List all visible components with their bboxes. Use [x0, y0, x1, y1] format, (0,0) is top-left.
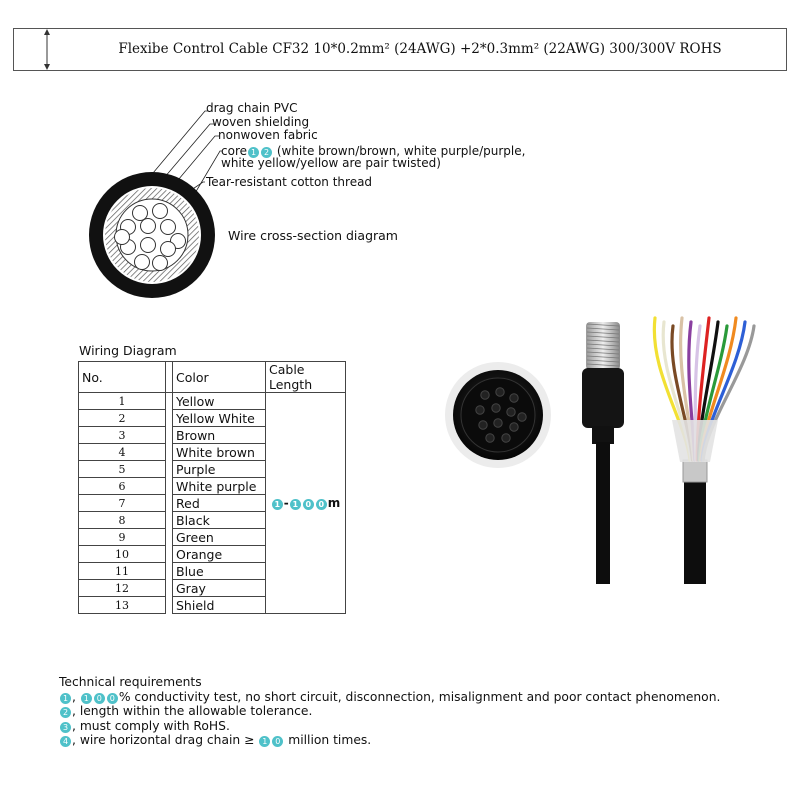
diagram-caption: Wire cross-section diagram	[228, 228, 398, 243]
cable-cross-section	[89, 172, 215, 298]
tech-title: Technical requirements	[59, 675, 202, 689]
cable-length-cell	[266, 393, 346, 614]
header-length: Cable Length	[266, 362, 346, 393]
tech-item	[59, 733, 779, 748]
callout-fabric: nonwoven fabric	[218, 128, 318, 142]
item-number-ball: 2	[60, 707, 71, 718]
connector-pin	[502, 434, 510, 442]
page-title: Flexibe Control Cable CF32 10*0.2mm² (24AWG) +2*0.3mm² (22AWG) 300/300V ROHS	[118, 41, 722, 57]
connector-pin	[476, 406, 484, 414]
connector-body	[582, 322, 624, 584]
tech-item	[59, 704, 779, 719]
connector-pin	[481, 391, 489, 399]
wire-core	[161, 220, 176, 235]
item-number-ball: 3	[60, 722, 71, 733]
header-gap	[166, 362, 173, 393]
row-gap	[166, 580, 173, 597]
wire-core	[135, 255, 150, 270]
row-color: Yellow	[173, 393, 266, 410]
row-number: 13	[79, 597, 166, 614]
row-gap	[166, 461, 173, 478]
table-row	[79, 393, 346, 410]
ball-2: 2	[261, 147, 272, 158]
length-ball: 0	[316, 499, 327, 510]
item-text: , wire horizontal drag chain ≥	[72, 733, 259, 747]
item-number-ball: 4	[60, 736, 71, 747]
callout-pvc: drag chain PVC	[206, 101, 298, 115]
value-ball: 0	[272, 736, 283, 747]
item-number-ball: 1	[60, 693, 71, 704]
row-color: Yellow White	[173, 410, 266, 427]
callout-shielding: woven shielding	[212, 115, 310, 129]
connector-pin	[507, 408, 515, 416]
wiring-title: Wiring Diagram	[79, 343, 177, 358]
length-ball: 1	[290, 499, 301, 510]
row-number: 6	[79, 478, 166, 495]
row-gap	[166, 478, 173, 495]
wire-core	[141, 238, 156, 253]
ball-1: 1	[248, 147, 259, 158]
length-dash: -	[283, 496, 289, 510]
item-text: % conductivity test, no short circuit, disconnection, misalignment and poor contact phenomenon.	[118, 689, 721, 704]
row-number: 8	[79, 512, 166, 529]
connector-pin	[494, 419, 502, 427]
row-number: 9	[79, 529, 166, 546]
wire-core	[115, 230, 130, 245]
connector-face	[445, 362, 551, 468]
wire-core	[161, 242, 176, 257]
row-gap	[166, 495, 173, 512]
row-color: Black	[173, 512, 266, 529]
header-color: Color	[173, 362, 266, 393]
item-text: , must comply with RoHS.	[72, 718, 230, 733]
connector-pin	[510, 394, 518, 402]
row-color: Gray	[173, 580, 266, 597]
connector-pin	[496, 388, 504, 396]
row-number: 3	[79, 427, 166, 444]
value-ball: 0	[94, 693, 105, 704]
wire-core	[141, 219, 156, 234]
value-ball: 1	[259, 736, 270, 747]
header-no: No.	[79, 362, 166, 393]
row-color: Blue	[173, 563, 266, 580]
row-gap	[166, 597, 173, 614]
callout-twisted: white yellow/yellow are pair twisted)	[221, 156, 441, 170]
row-gap	[166, 512, 173, 529]
value-ball: 1	[81, 693, 92, 704]
connector-pin	[486, 434, 494, 442]
length-unit: m	[327, 496, 341, 510]
row-gap	[166, 529, 173, 546]
row-number: 2	[79, 410, 166, 427]
row-number: 5	[79, 461, 166, 478]
row-gap	[166, 393, 173, 410]
item-suffix: million times.	[284, 733, 372, 747]
cable-end	[654, 318, 754, 584]
row-color: Red	[173, 495, 266, 512]
row-color: Green	[173, 529, 266, 546]
value-ball: 0	[107, 693, 118, 704]
item-prefix: ,	[72, 689, 80, 704]
row-color: Orange	[173, 546, 266, 563]
cross-section-diagram	[80, 95, 600, 310]
row-color: White brown	[173, 444, 266, 461]
row-number: 7	[79, 495, 166, 512]
row-number: 12	[79, 580, 166, 597]
connector-pin	[492, 404, 500, 412]
row-gap	[166, 546, 173, 563]
row-gap	[166, 427, 173, 444]
wire-core	[133, 206, 148, 221]
wire-core	[153, 204, 168, 219]
technical-requirements	[59, 675, 779, 748]
row-color: White purple	[173, 478, 266, 495]
row-number: 1	[79, 393, 166, 410]
row-gap	[166, 410, 173, 427]
row-color: Shield	[173, 597, 266, 614]
item-text: , length within the allowable tolerance.	[72, 704, 313, 718]
row-color: Purple	[173, 461, 266, 478]
connector-pin	[518, 413, 526, 421]
connector-pin	[479, 421, 487, 429]
row-gap	[166, 444, 173, 461]
length-ball: 1	[272, 499, 283, 510]
row-number: 10	[79, 546, 166, 563]
row-number: 4	[79, 444, 166, 461]
row-color: Brown	[173, 427, 266, 444]
tech-item	[59, 690, 779, 705]
product-photo	[410, 300, 790, 590]
row-number: 11	[79, 563, 166, 580]
wire-core	[153, 256, 168, 271]
connector-pin	[510, 423, 518, 431]
tech-item	[59, 719, 779, 734]
callout-thread: Tear-resistant cotton thread	[206, 175, 373, 189]
wiring-table	[78, 361, 346, 614]
length-ball: 0	[303, 499, 314, 510]
callout-core-label: core	[221, 144, 247, 158]
callout-core-detail: (white brown/brown, white purple/purple,	[276, 144, 526, 158]
row-gap	[166, 563, 173, 580]
